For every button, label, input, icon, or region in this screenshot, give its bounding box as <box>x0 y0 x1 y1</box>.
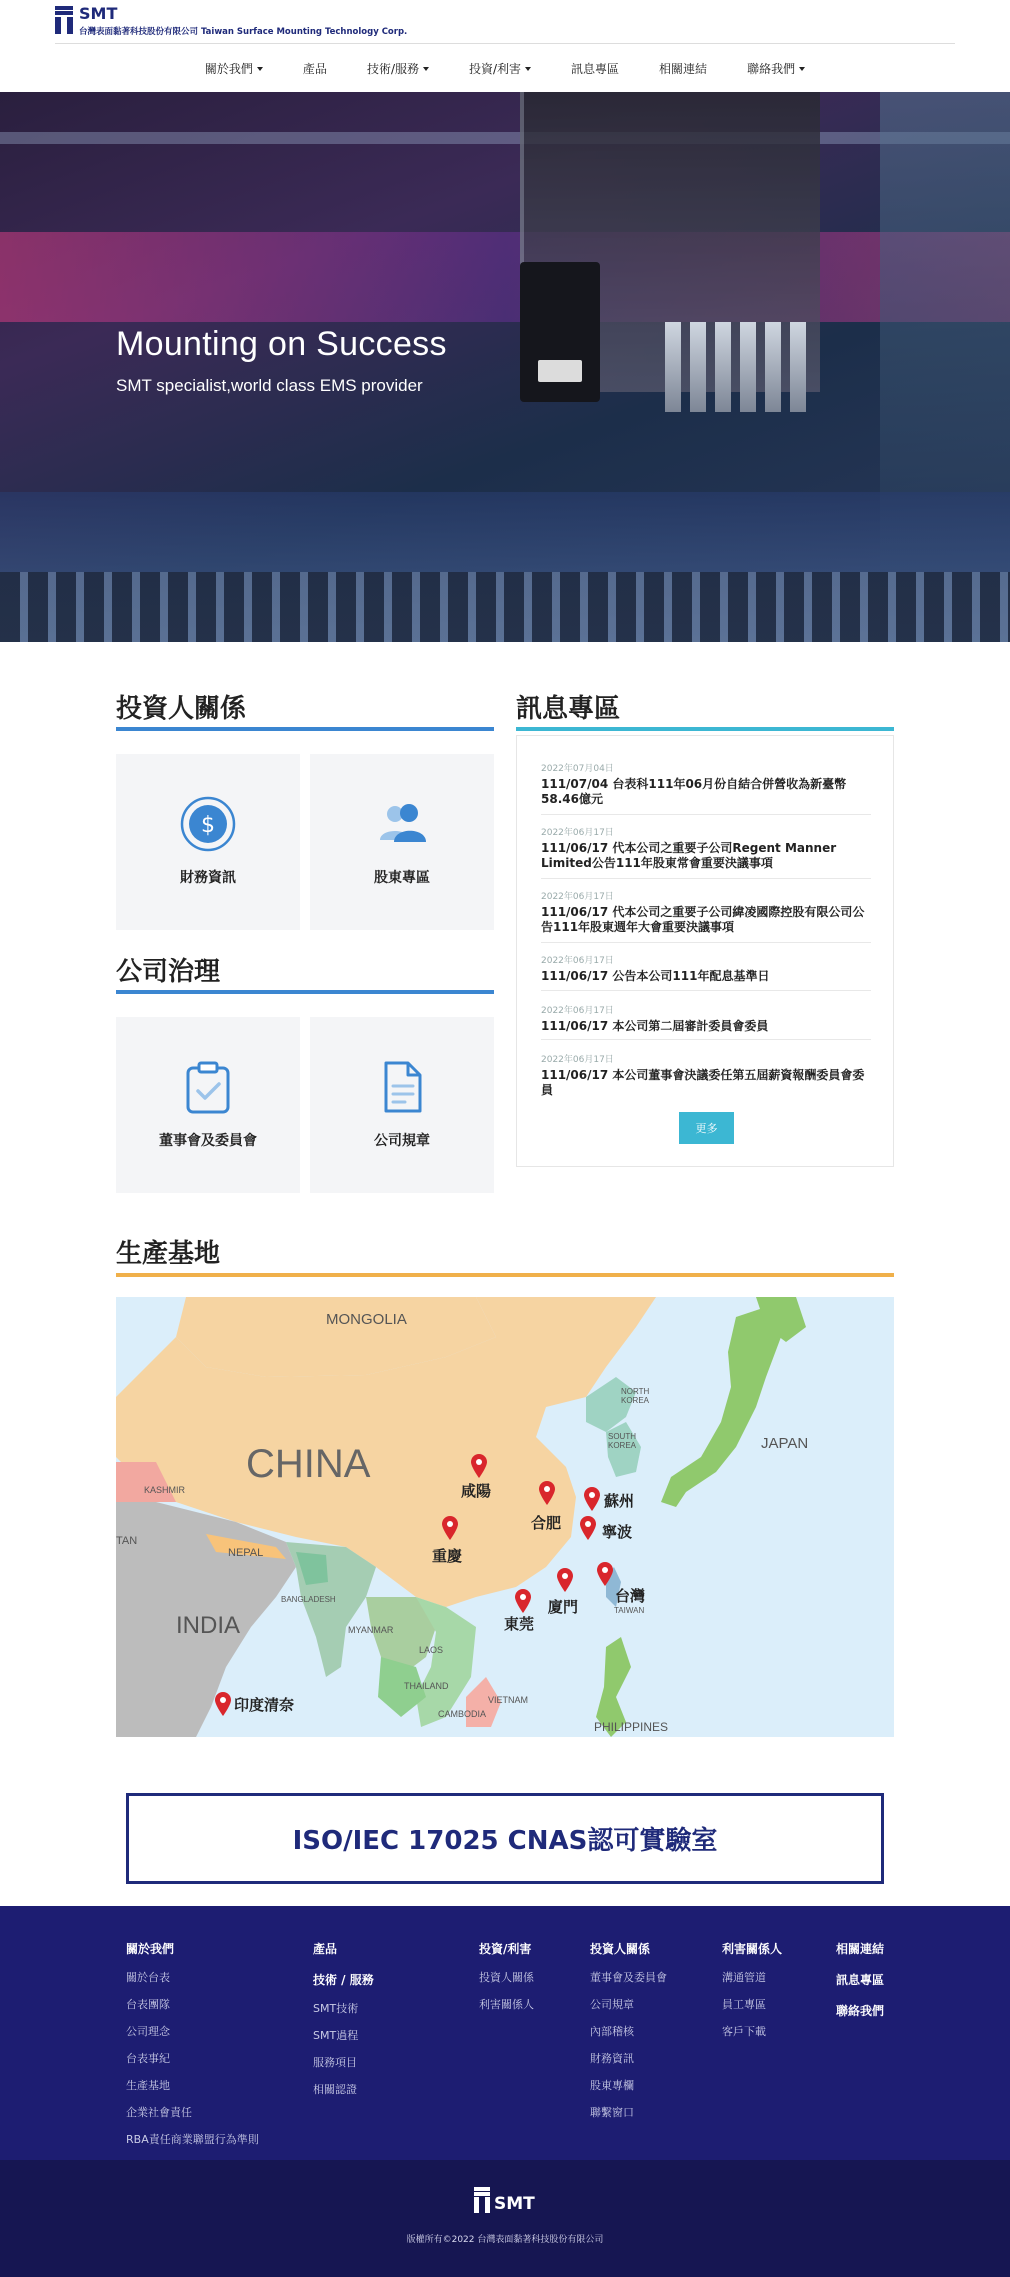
site-header <box>0 0 1010 92</box>
hero-bg-nozzle <box>665 322 681 412</box>
footer-heading[interactable]: 相關連結 <box>836 1942 885 1956</box>
footer-link[interactable]: 內部稽核 <box>590 2025 634 2038</box>
footer-link[interactable]: 服務項目 <box>313 2056 357 2069</box>
nav-label: 投資/利害 <box>468 62 522 76</box>
news-date: 2022年06月17日 <box>541 1006 614 1016</box>
main-nav <box>0 60 1010 77</box>
news-divider <box>541 814 871 815</box>
hero-bg-nozzle <box>690 322 706 412</box>
asia-map-graphic <box>116 1297 894 1737</box>
map-label-mongolia: MONGOLIA <box>326 1311 407 1328</box>
news-list <box>516 735 894 1167</box>
map-city-taiwan: 台灣 <box>615 1587 646 1605</box>
site-footer <box>0 1906 1010 2160</box>
map-label-myanmar: MYANMAR <box>348 1625 394 1635</box>
nav-investors[interactable] <box>449 60 551 77</box>
map-label-philippines: PHILIPPINES <box>594 1720 669 1734</box>
hero-banner <box>0 92 1010 642</box>
map-label-thailand: THAILAND <box>404 1681 449 1691</box>
card-shareholders[interactable] <box>310 754 494 930</box>
news-item[interactable] <box>541 825 871 871</box>
footer-link[interactable]: SMT過程 <box>313 2029 359 2042</box>
map-pin-icon[interactable] <box>471 1454 487 1478</box>
footer-logo[interactable] <box>474 2187 535 2213</box>
news-title: 111/06/17 本公司第二屆審計委員會委員 <box>541 1019 769 1033</box>
investor-section-title: 投資人關係 <box>116 694 247 724</box>
news-title: 111/06/17 公告本公司111年配息基準日 <box>541 969 770 983</box>
news-date: 2022年07月04日 <box>541 764 614 774</box>
svg-text:$: $ <box>201 813 215 838</box>
map-city-dongguan: 東莞 <box>504 1615 535 1633</box>
footer-col-about <box>126 1940 259 2158</box>
map-label-vietnam: VIETNAM <box>488 1695 529 1705</box>
nav-label: 技術/服務 <box>366 62 419 76</box>
footer-heading[interactable]: 產品 <box>313 1942 338 1956</box>
nav-tech-services[interactable] <box>347 60 449 77</box>
news-date: 2022年06月17日 <box>541 956 614 966</box>
production-section-title: 生產基地 <box>116 1239 221 1269</box>
hero-bg-glow <box>0 232 1010 322</box>
footer-link[interactable]: 財務資訊 <box>590 2052 634 2065</box>
map-pin-icon[interactable] <box>539 1481 555 1505</box>
caret-down-icon <box>423 67 429 71</box>
nav-label: 訊息專區 <box>571 62 620 76</box>
footer-link[interactable]: SMT技術 <box>313 2002 359 2015</box>
footer-link[interactable]: 聯繫窗口 <box>590 2106 634 2119</box>
footer-link[interactable]: 股東專欄 <box>590 2079 634 2092</box>
header-divider <box>55 43 955 44</box>
card-label: 股東專區 <box>374 870 430 886</box>
card-company-rules[interactable] <box>310 1017 494 1193</box>
map-label-north-korea: NORTH KOREA <box>621 1387 650 1405</box>
news-divider <box>541 942 871 943</box>
site-logo[interactable] <box>55 6 407 37</box>
hero-bg-rail <box>0 132 1010 144</box>
news-item[interactable] <box>541 953 871 984</box>
production-map <box>116 1297 894 1737</box>
news-title: 111/06/17 代本公司之重要子公司緯凌國際控股有限公司公告111年股東週年大會重要決議事項 <box>541 905 865 934</box>
smt-logo-icon <box>55 6 73 34</box>
map-label-taiwan: TAIWAN <box>614 1606 645 1615</box>
caret-down-icon <box>257 67 263 71</box>
map-label-south-korea: SOUTH KOREA <box>608 1432 637 1450</box>
nav-label: 相關連結 <box>659 62 708 76</box>
map-label-laos: LAOS <box>419 1645 444 1655</box>
news-divider <box>541 1039 871 1040</box>
nav-about[interactable] <box>185 60 283 77</box>
hero-bg-nozzle <box>740 322 756 412</box>
footer-heading[interactable]: 利害關係人 <box>722 1942 783 1956</box>
footer-link[interactable]: 溝通管道 <box>722 1971 766 1984</box>
footer-link[interactable]: 企業社會責任 <box>126 2106 192 2119</box>
footer-brand: SMT <box>494 2194 535 2214</box>
map-label-cambodia: CAMBODIA <box>438 1709 487 1719</box>
map-pin-icon[interactable] <box>557 1568 573 1592</box>
nav-label: 產品 <box>302 62 327 76</box>
hero-bg-lower <box>0 572 1010 642</box>
map-city-xianyang: 咸陽 <box>461 1482 492 1500</box>
footer-link[interactable]: 公司規章 <box>590 1998 634 2011</box>
footer-link[interactable]: 利害關係人 <box>479 1998 534 2011</box>
footer-col-stakeholders <box>722 1940 782 2050</box>
map-city-chennai: 印度清奈 <box>234 1696 295 1714</box>
map-city-chongqing: 重慶 <box>432 1547 463 1565</box>
governance-section-title: 公司治理 <box>116 957 221 987</box>
news-item[interactable] <box>541 1003 871 1034</box>
footer-heading[interactable]: 聯絡我們 <box>836 2004 885 2018</box>
card-label: 公司規章 <box>374 1133 430 1149</box>
footer-link[interactable]: 公司理念 <box>126 2025 170 2038</box>
hero-title: Mounting on Success <box>116 325 447 363</box>
hero-bg-nozzle <box>715 322 731 412</box>
nav-contact[interactable] <box>727 60 825 77</box>
news-title: 111/07/04 台表科111年06月份自結合併營收為新臺幣58.46億元 <box>541 777 847 806</box>
card-financial-info[interactable] <box>116 754 300 930</box>
map-label-india: INDIA <box>176 1612 241 1639</box>
news-section-title: 訊息專區 <box>516 694 621 724</box>
map-pin-icon[interactable] <box>215 1692 231 1716</box>
news-item[interactable] <box>541 761 871 807</box>
investor-section-line <box>116 727 494 731</box>
footer-heading[interactable]: 投資人關係 <box>590 1942 651 1956</box>
logo-corp-name: 台灣表面黏著科技股份有限公司 Taiwan Surface Mounting Technology Corp. <box>79 27 408 37</box>
iso-certification-banner[interactable]: ISO/IEC 17025 CNAS認可實驗室 <box>126 1793 884 1884</box>
map-pin-icon[interactable] <box>580 1516 596 1540</box>
footer-heading[interactable]: 訊息專區 <box>836 1973 885 1987</box>
footer-heading[interactable]: 關於我們 <box>126 1942 175 1956</box>
smt-logo-icon <box>474 2187 490 2213</box>
map-pin-icon[interactable] <box>515 1589 531 1613</box>
footer-heading[interactable]: 投資/利害 <box>479 1942 532 1956</box>
footer-copyright: 版權所有©2022 台灣表面黏著科技股份有限公司 <box>406 2235 604 2245</box>
news-divider <box>541 990 871 991</box>
card-board-committees[interactable] <box>116 1017 300 1193</box>
map-pin-icon[interactable] <box>597 1562 613 1586</box>
map-label-kashmir: KASHMIR <box>144 1485 186 1495</box>
nav-label: 聯絡我們 <box>747 62 796 76</box>
nav-links[interactable] <box>639 60 727 77</box>
map-label-tan: TAN <box>116 1535 138 1547</box>
footer-link[interactable]: 投資人關係 <box>479 1971 534 1984</box>
footer-link[interactable]: 董事會及委員會 <box>590 1971 667 1984</box>
production-section-line <box>116 1273 894 1277</box>
news-more-button[interactable]: 更多 <box>679 1112 734 1144</box>
footer-link[interactable]: 台表團隊 <box>126 1998 170 2011</box>
news-section-line <box>516 727 894 731</box>
footer-link[interactable]: 關於台表 <box>126 1971 170 1984</box>
map-pin-icon[interactable] <box>584 1487 600 1511</box>
clipboard-check-icon <box>180 1059 236 1115</box>
footer-col-misc <box>836 1940 884 2031</box>
caret-down-icon <box>525 67 531 71</box>
footer-link[interactable]: 相關認證 <box>313 2083 357 2096</box>
hero-bg-nozzle <box>765 322 781 412</box>
footer-col-invest <box>479 1940 534 2023</box>
users-icon <box>374 796 430 852</box>
map-city-hefei: 合肥 <box>531 1514 562 1532</box>
map-label-bangladesh: BANGLADESH <box>281 1595 336 1604</box>
hero-subtitle: SMT specialist,world class EMS provider <box>116 376 423 395</box>
news-date: 2022年06月17日 <box>541 1055 614 1065</box>
news-date: 2022年06月17日 <box>541 828 614 838</box>
footer-col-investor-relations <box>590 1940 667 2131</box>
news-title: 111/06/17 代本公司之重要子公司Regent Manner Limited公告111年股東常會重要決議事項 <box>541 841 837 870</box>
news-date: 2022年06月17日 <box>541 892 614 902</box>
news-item[interactable] <box>541 889 871 935</box>
footer-link[interactable]: RBA責任商業聯盟行為準則 <box>126 2133 259 2146</box>
governance-section-line <box>116 990 494 994</box>
footer-link[interactable]: 員工專區 <box>722 1998 766 2011</box>
nav-news[interactable] <box>551 60 639 77</box>
footer-link[interactable]: 客戶下載 <box>722 2025 766 2038</box>
caret-down-icon <box>799 67 805 71</box>
card-label: 財務資訊 <box>180 870 236 886</box>
document-icon <box>374 1059 430 1115</box>
map-city-suzhou: 蘇州 <box>604 1492 635 1510</box>
hero-bg-nozzle <box>790 322 806 412</box>
dollar-circle-icon <box>180 796 236 852</box>
news-divider <box>541 878 871 879</box>
nav-label: 關於我們 <box>204 62 253 76</box>
hero-bg-label <box>538 360 582 382</box>
map-city-ningbo: 寧波 <box>602 1523 633 1541</box>
map-label-china: CHINA <box>246 1442 371 1486</box>
news-item[interactable] <box>541 1052 871 1098</box>
card-label: 董事會及委員會 <box>159 1133 257 1149</box>
map-label-nepal: NEPAL <box>228 1547 264 1559</box>
logo-brand: SMT <box>79 4 118 23</box>
map-city-xiamen: 廈門 <box>548 1598 579 1616</box>
nav-products[interactable] <box>283 60 347 77</box>
footer-link[interactable]: 台表事紀 <box>126 2052 170 2065</box>
footer-bottom <box>0 2160 1010 2277</box>
news-title: 111/06/17 本公司董事會決議委任第五屆薪資報酬委員會委員 <box>541 1068 865 1097</box>
footer-heading[interactable]: 技術 / 服務 <box>313 1973 374 1987</box>
map-label-japan: JAPAN <box>761 1435 809 1452</box>
footer-link[interactable]: 生產基地 <box>126 2079 170 2092</box>
footer-col-products <box>313 1940 374 2108</box>
map-pin-icon[interactable] <box>442 1516 458 1540</box>
